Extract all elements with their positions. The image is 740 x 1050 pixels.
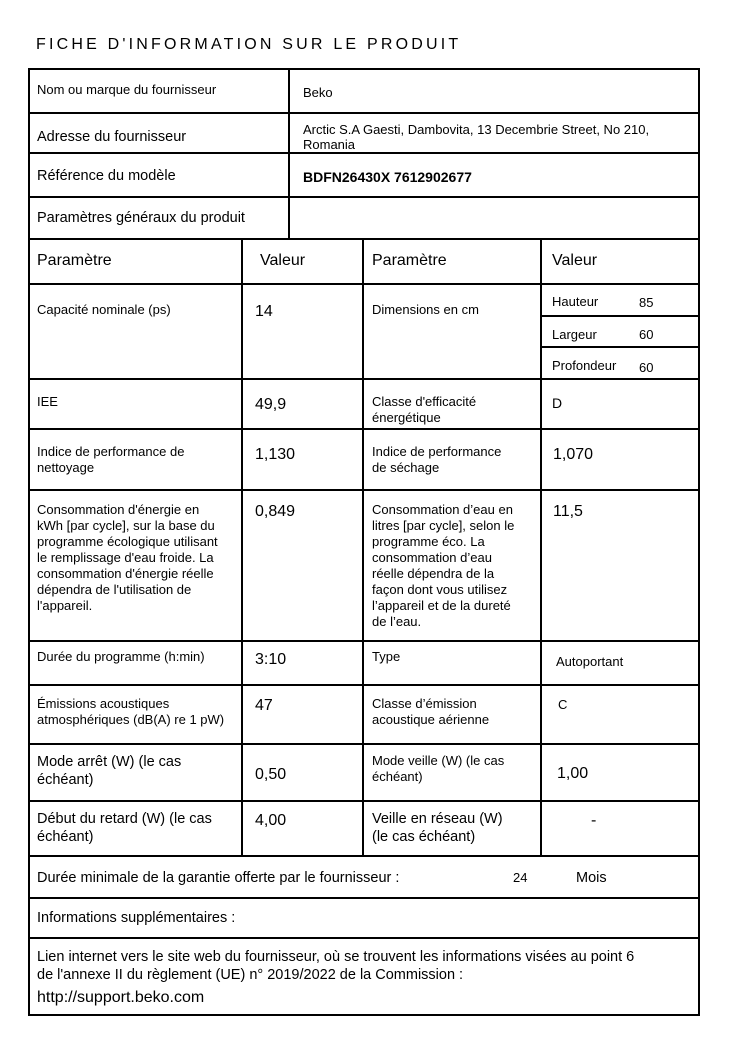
cleaning-label-line1: Indice de performance de xyxy=(37,444,185,459)
off-mode-label-cell xyxy=(28,743,243,802)
model-label-cell xyxy=(28,152,290,198)
capacity-label-cell xyxy=(28,283,243,380)
cleaning-label-line2: nettoyage xyxy=(37,460,95,475)
water-consumption-label-cell xyxy=(362,489,542,642)
model-value: BDFN26430X 7612902677 xyxy=(303,169,472,185)
warranty-cell xyxy=(28,855,700,899)
iee-label: IEE xyxy=(37,394,58,409)
standby-label-line2: échéant) xyxy=(372,769,423,784)
standby-value-cell xyxy=(540,743,700,802)
general-parameters-label: Paramètres généraux du produit xyxy=(37,210,245,226)
page-title: FICHE D'INFORMATION SUR LE PRODUIT xyxy=(36,36,462,53)
drying-value-cell xyxy=(540,428,700,491)
water-consumption-value: 11,5 xyxy=(553,503,583,520)
off-mode-label-line2: échéant) xyxy=(37,772,94,788)
noise-value-cell xyxy=(241,684,364,745)
delay-value-cell xyxy=(241,800,364,857)
supplier-website-link[interactable]: http://support.beko.com xyxy=(37,989,205,1006)
off-mode-value-cell xyxy=(241,743,364,802)
duration-value: 3:10 xyxy=(255,651,287,668)
header-value-1: Valeur xyxy=(260,252,306,269)
additional-info-label: Informations supplémentaires : xyxy=(37,910,236,926)
type-value-cell xyxy=(540,640,700,686)
water-consumption-line: façon dont vous utilisez xyxy=(372,582,508,597)
header-value-1-cell xyxy=(241,238,364,285)
supplier-link-text-line1: Lien internet vers le site web du fournisseur, où se trouvent les informations visées au point 6 xyxy=(37,949,635,965)
water-consumption-line: de l’eau. xyxy=(372,614,422,629)
standby-label-cell xyxy=(362,743,542,802)
energy-consumption-line: le remplissage d'eau froide. La xyxy=(37,550,214,565)
type-label-cell xyxy=(362,640,542,686)
standby-value: 1,00 xyxy=(557,765,589,782)
type-value: Autoportant xyxy=(556,654,624,669)
delay-label-cell xyxy=(28,800,243,857)
network-value-cell xyxy=(540,800,700,857)
energy-consumption-value: 0,849 xyxy=(255,503,296,520)
type-label: Type xyxy=(372,649,401,664)
product-information-sheet xyxy=(28,68,700,1016)
energy-consumption-line: dépendra de l'utilisation de xyxy=(37,582,192,597)
noise-label-line2: atmosphériques (dB(A) re 1 pW) xyxy=(37,712,225,727)
model-label: Référence du modèle xyxy=(37,168,176,184)
depth-value: 60 xyxy=(639,360,654,375)
iee-label-cell xyxy=(28,378,243,430)
supplier-address-label-cell xyxy=(28,112,290,154)
capacity-value-cell xyxy=(241,283,364,380)
header-parameter-1: Paramètre xyxy=(37,252,112,269)
capacity-value: 14 xyxy=(255,303,273,320)
width-label: Largeur xyxy=(552,327,597,342)
energy-consumption-line: programme écologique utilisant xyxy=(37,534,218,549)
supplier-address-line1: Arctic S.A Gaesti, Dambovita, 13 Decembrie Street, No 210, xyxy=(303,122,650,137)
supplier-address-line2: Romania xyxy=(303,137,356,152)
delay-label-line1: Début du retard (W) (le cas xyxy=(37,811,212,827)
dimensions-label-cell xyxy=(362,283,542,380)
header-parameter-2: Paramètre xyxy=(372,252,447,269)
supplier-address-value-cell xyxy=(288,112,700,154)
drying-label-line1: Indice de performance xyxy=(372,444,502,459)
cleaning-value: 1,130 xyxy=(255,446,296,463)
supplier-name-label-cell xyxy=(28,68,290,114)
width-value: 60 xyxy=(639,327,654,342)
noise-label-cell xyxy=(28,684,243,745)
energy-consumption-label-cell xyxy=(28,489,243,642)
energy-consumption-line: Consommation d'énergie en xyxy=(37,502,200,517)
drying-value: 1,070 xyxy=(553,446,594,463)
standby-label-line1: Mode veille (W) (le cas xyxy=(372,753,505,768)
warranty-label: Durée minimale de la garantie offerte par le fournisseur : xyxy=(37,870,400,886)
energy-class-value-cell xyxy=(540,378,700,430)
noise-class-label-line1: Classe d’émission xyxy=(372,696,477,711)
energy-consumption-line: consommation d'énergie réelle xyxy=(37,566,214,581)
supplier-address-label: Adresse du fournisseur xyxy=(37,129,187,145)
water-consumption-line: programme éco. La xyxy=(372,534,485,549)
dimensions-label: Dimensions en cm xyxy=(372,302,479,317)
warranty-value: 24 xyxy=(513,870,528,885)
energy-class-label-line2: énergétique xyxy=(372,410,441,425)
water-consumption-line: consommation d’eau xyxy=(372,550,492,565)
height-label: Hauteur xyxy=(552,294,599,309)
header-parameter-1-cell xyxy=(28,238,243,285)
header-parameter-2-cell xyxy=(362,238,542,285)
height-value: 85 xyxy=(639,295,654,310)
cleaning-label-cell xyxy=(28,428,243,491)
duration-label-cell xyxy=(28,640,243,686)
capacity-label: Capacité nominale (ps) xyxy=(37,302,171,317)
network-label-line2: (le cas échéant) xyxy=(372,829,476,845)
depth-cell xyxy=(540,346,700,380)
water-consumption-line: litres [par cycle], selon le xyxy=(372,518,515,533)
off-mode-label-line1: Mode arrêt (W) (le cas xyxy=(37,754,182,770)
water-consumption-line: l’appareil et de la dureté xyxy=(372,598,511,613)
network-value: - xyxy=(591,812,597,829)
network-label-line1: Veille en réseau (W) xyxy=(372,811,503,827)
delay-label-line2: échéant) xyxy=(37,829,94,845)
iee-value: 49,9 xyxy=(255,396,287,413)
noise-class-value: C xyxy=(558,697,568,712)
noise-class-value-cell xyxy=(540,684,700,745)
noise-class-label-line2: acoustique aérienne xyxy=(372,712,490,727)
supplier-name-label: Nom ou marque du fournisseur xyxy=(37,82,217,97)
duration-value-cell xyxy=(241,640,364,686)
depth-label: Profondeur xyxy=(552,358,617,373)
warranty-unit: Mois xyxy=(576,870,607,886)
delay-value: 4,00 xyxy=(255,812,287,829)
general-parameters-value-cell xyxy=(288,196,700,240)
energy-consumption-line: kWh [par cycle], sur la base du xyxy=(37,518,215,533)
additional-info-cell xyxy=(28,897,700,939)
header-value-2: Valeur xyxy=(552,252,598,269)
energy-consumption-line: l'appareil. xyxy=(37,598,93,613)
drying-label-line2: de séchage xyxy=(372,460,440,475)
water-consumption-value-cell xyxy=(540,489,700,642)
noise-label-line1: Émissions acoustiques xyxy=(37,696,170,711)
energy-class-label-line1: Classe d'efficacité xyxy=(372,394,477,409)
supplier-name-value-cell xyxy=(288,68,700,114)
supplier-name-value: Beko xyxy=(303,85,333,100)
off-mode-value: 0,50 xyxy=(255,766,287,783)
model-value-cell xyxy=(288,152,700,198)
width-cell xyxy=(540,315,700,348)
network-label-cell xyxy=(362,800,542,857)
water-consumption-line: Consommation d’eau en xyxy=(372,502,513,517)
general-parameters-label-cell xyxy=(28,196,290,240)
noise-value: 47 xyxy=(255,697,273,714)
height-cell xyxy=(540,283,700,317)
water-consumption-line: réelle dépendra de la xyxy=(372,566,495,581)
header-value-2-cell xyxy=(540,238,700,285)
noise-class-label-cell xyxy=(362,684,542,745)
cleaning-value-cell xyxy=(241,428,364,491)
energy-class-label-cell xyxy=(362,378,542,430)
supplier-link-text-line2: de l'annexe II du règlement (UE) n° 2019/2022 de la Commission : xyxy=(37,967,464,983)
energy-consumption-value-cell xyxy=(241,489,364,642)
iee-value-cell xyxy=(241,378,364,430)
supplier-link-cell xyxy=(28,937,700,1016)
energy-class-value: D xyxy=(552,395,563,411)
drying-label-cell xyxy=(362,428,542,491)
duration-label: Durée du programme (h:min) xyxy=(37,649,205,664)
